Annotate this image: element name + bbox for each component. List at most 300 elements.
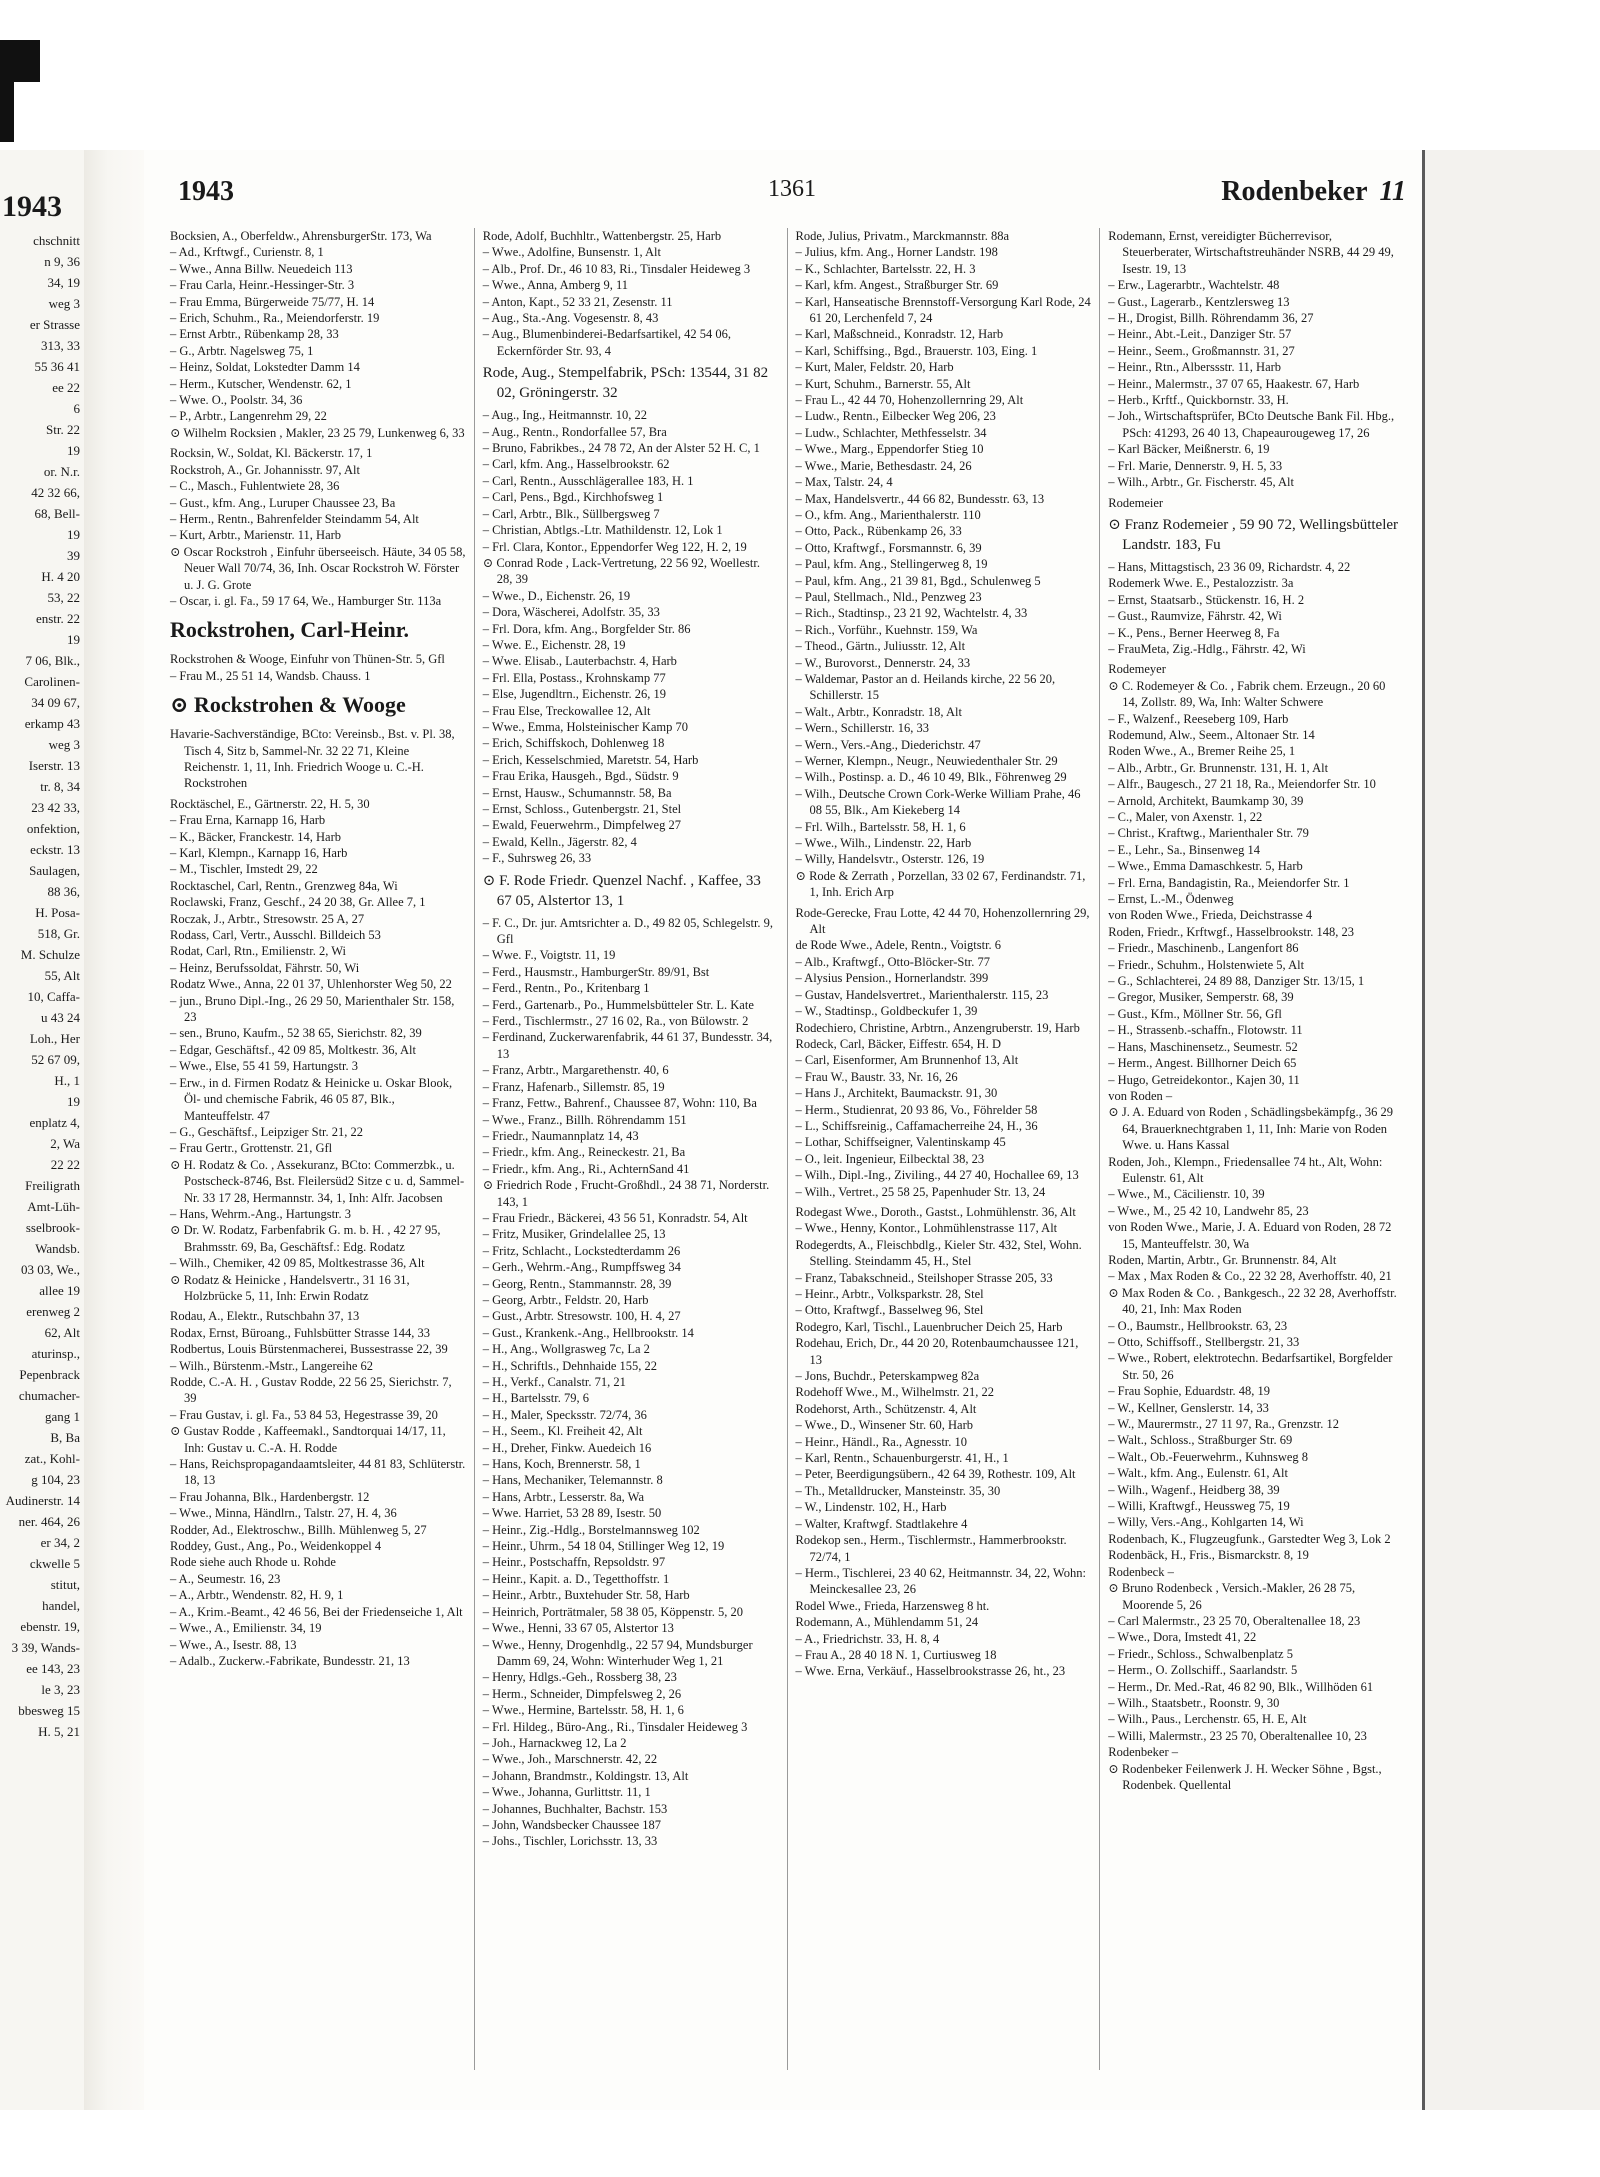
previous-page-fragment: 19 [67,443,80,458]
directory-entry: – Frau Gustav, i. gl. Fa., 53 84 53, Hegestrasse 39, 20 [170,1407,438,1422]
directory-entry: – Gerh., Wehrm.-Ang., Rumpffsweg 34 [482,1260,681,1275]
directory-entry: – Hugo, Getreidekontor., Kajen 30, 11 [1108,1072,1300,1087]
directory-entry: – Wwe., Anna, Amberg 9, 11 [482,278,628,293]
directory-entry: – Max, Handelsvertr., 44 66 82, Bundesstr. 63, 13 [795,491,1045,506]
directory-entry: ⊙ Dr. W. Rodatz, Farbenfabrik G. m. b. H. , 42 27 95, Brahmsstr. 69, Ba, Geschäftsf.: Edg. Rodatz [170,1223,441,1254]
directory-entry: Rodegro, Karl, Tischl., Lauenbrucher Deich 25, Harb [795,1319,1063,1334]
previous-page-fragment: 52 67 09, [31,1052,80,1067]
directory-entry: – O., Baumstr., Hellbrookstr. 63, 23 [1108,1318,1288,1333]
directory-entry: – H., Maler, Specksstr. 72/74, 36 [482,1407,647,1422]
directory-entry: – Heinr., Seem., Großmannstr. 31, 27 [1108,343,1295,358]
directory-entry: – Fritz, Musiker, Grindelallee 25, 13 [482,1227,666,1242]
previous-page-fragment: 6 [73,401,80,416]
directory-entry: – Herm., Angest. Billhorner Deich 65 [1108,1056,1297,1071]
directory-entry: – O., leit. Ingenieur, Eilbecktal 38, 23 [795,1151,985,1166]
directory-entry: – Ernst, Staatsarb., Stückenstr. 16, H. 2 [1108,592,1305,607]
directory-entry: – Aug., Sta.-Ang. Vogesenstr. 8, 43 [482,311,659,326]
directory-entry: ⊙ Wilhelm Rocksien , Makler, 23 25 79, Lunkenweg 6, 33 [170,425,465,440]
directory-entry: – F. C., Dr. jur. Amtsrichter a. D., 49 82 05, Schlegelstr. 9, Gfl [482,915,774,947]
directory-entry: Rocktaschel, Carl, Rentn., Grenzweg 84a, Wi [170,878,398,893]
previous-page-fragment: ee 22 [52,380,80,395]
directory-entry: – Karl Bäcker, Meißnerstr. 6, 19 [1108,442,1270,457]
directory-entry: Rode, Adolf, Buchhltr., Wattenbergstr. 25, Harb [482,229,722,243]
directory-entry: – Gust., Arbtr. Stresowstr. 100, H. 4, 27 [482,1309,681,1324]
directory-entry: – Wwe., Else, 55 41 59, Hartungstr. 3 [170,1059,358,1074]
previous-page-fragment: H. Posa- [35,905,80,920]
directory-entry: Rodder, Ad., Elektroschw., Billh. Mühlenweg 5, 27 [170,1522,427,1537]
directory-entry: – W., Lindenstr. 102, H., Harb [795,1500,947,1515]
scan-corner-mark-top [0,40,40,82]
previous-page-fragment: u 43 24 [41,1010,80,1025]
directory-entry: – Hans, Mittagstisch, 23 36 09, Richardstr. 4, 22 [1108,559,1351,574]
directory-entry: – Jons, Buchdr., Peterskampweg 82a [795,1369,980,1384]
column-4 [1100,228,1412,2070]
previous-page-fragment: 55, Alt [44,968,80,983]
directory-entry: – Frau Sophie, Eduardstr. 48, 19 [1108,1384,1271,1399]
directory-entry: – Ferd., Tischlermstr., 27 16 02, Ra., von Bülowstr. 2 [482,1014,749,1029]
directory-entry: – Wilh., Chemiker, 42 09 85, Moltkestrasse 36, Alt [170,1256,425,1271]
directory-entry: – Friedr., Naumannplatz 14, 43 [482,1128,639,1143]
directory-entry: – Wwe., Henni, 33 67 05, Alstertor 13 [482,1621,674,1636]
directory-entry: Rodemann, A., Mühlendamm 51, 24 [795,1615,979,1630]
previous-page-fragment: Carolinen- [24,674,80,689]
directory-entry: – Aug., Blumenbinderei-Bedarfsartikel, 42 54 06, Eckernförder Str. 93, 4 [482,327,731,358]
directory-entry: – Carl, Pens., Bgd., Kirchhofsweg 1 [482,490,664,505]
directory-entry: – Julius, kfm. Ang., Horner Landstr. 198 [795,245,998,260]
directory-entry: – Frau Friedr., Bäckerei, 43 56 51, Konradstr. 54, Alt [482,1210,748,1225]
directory-entry: – Rich., Stadtinsp., 23 21 92, Wachtelstr. 4, 33 [795,606,1028,621]
previous-page-fragment: 313, 33 [41,338,80,353]
directory-entry: – G., Geschäftsf., Leipziger Str. 21, 22 [170,1124,364,1139]
directory-entry: – Wwe., M., Cäcilienstr. 10, 39 [1108,1187,1265,1202]
directory-entry: de Rode Wwe., Adele, Rentn., Voigtstr. 6 [795,938,1002,953]
running-head-number: 11 [1379,176,1406,207]
directory-entry: ⊙ Gustav Rodde , Kaffeemakl., Sandtorquai 14/17, 11, Inh: Gustav u. C.-A. H. Rodde [170,1424,446,1455]
previous-page-fragment: Audinerstr. 14 [5,1493,80,1508]
directory-entry: – F., Suhrsweg 26, 33 [482,851,592,866]
directory-entry: – L., Schiffsreinig., Caffamacherreihe 24, H., 36 [795,1118,1038,1133]
directory-entry: Rodbertus, Louis Bürstenmacherei, Bussestrasse 22, 39 [170,1342,448,1357]
directory-entry: – Alysius Pension., Hornerlandstr. 399 [795,971,989,986]
directory-entry: – Walt., kfm. Ang., Eulenstr. 61, Alt [1108,1466,1288,1481]
previous-page-fragment: 2, Wa [50,1136,80,1151]
previous-page-fragment: er 34, 2 [40,1535,80,1550]
directory-entry: – Frl. Clara, Kontor., Eppendorfer Weg 122, H. 2, 19 [482,539,747,554]
directory-entry: – Henry, Hdlgs.-Geh., Rossberg 38, 23 [482,1670,677,1685]
directory-entry: ⊙ C. Rodemeyer & Co. , Fabrik chem. Erzeugn., 20 60 14, Zollstr. 89, Wa, Inh: Walter Schwere [1108,678,1386,710]
directory-entry: – Wilh., Paus., Lerchenstr. 65, H. E, Alt [1108,1712,1307,1727]
directory-entry: Rodenbach, K., Flugzeugfunk., Garstedter Weg 3, Lok 2 [1108,1531,1391,1546]
directory-entry: Rockstrohen, Carl-Heinr. [170,617,409,643]
directory-entry: – Friedr., kfm. Ang., Ri., AchternSand 41 [482,1161,690,1176]
directory-entry: – Otto, Pack., Rübenkamp 26, 33 [795,524,962,539]
directory-entry: – Alb., Arbtr., Gr. Brunnenstr. 131, H. 1, Alt [1108,760,1329,775]
directory-entry: – Wwe., Anna Billw. Neuedeich 113 [170,261,353,276]
directory-entry: ⊙ J. A. Eduard von Roden , Schädlingsbekämpfg., 36 29 64, Brauerknechtgraben 1, 11, Inh: Marie von Roden Wwe. u. Hans Kassal [1108,1105,1393,1153]
directory-entry: – Walt., Arbtr., Konradstr. 18, Alt [795,704,962,719]
directory-entry: – Frau Carla, Heinr.-Hessinger-Str. 3 [170,278,355,293]
directory-entry: – H., Bartelsstr. 79, 6 [482,1391,589,1406]
directory-entry: – Hans, Arbtr., Lesserstr. 8a, Wa [482,1489,644,1504]
directory-entry: – Carl, Arbtr., Blk., Süllbergsweg 7 [482,506,660,521]
directory-entry: – Frl. Dora, kfm. Ang., Borgfelder Str. 86 [482,621,691,636]
directory-entry: – Hans J., Architekt, Baumackstr. 91, 30 [795,1086,998,1101]
directory-entry: – Wwe., D., Eichenstr. 26, 19 [482,588,631,603]
directory-entry: Roddey, Gust., Ang., Po., Weidenkoppel 4 [170,1539,382,1554]
directory-entry: – W., Maurermstr., 27 11 97, Ra., Grenzstr. 12 [1108,1417,1340,1432]
directory-entry: – Ferd., Rentn., Po., Kritenbarg 1 [482,981,650,996]
previous-page-fragment: allee 19 [39,1283,80,1298]
directory-entry: – Karl, Schiffsing., Bgd., Brauerstr. 103, Eing. 1 [795,343,1038,358]
directory-entry: ⊙ Rodatz & Heinicke , Handelsvertr., 31 16 31, Holzbrücke 5, 11, Inh: Erwin Rodatz [170,1272,410,1303]
directory-entry: Rocksin, W., Soldat, Kl. Bäckerstr. 17, 1 [170,446,373,461]
directory-entry: – Wwe., Adolfine, Bunsenstr. 1, Alt [482,245,661,260]
directory-entry: – Erw., in d. Firmen Rodatz & Heinicke u. Oskar Blook, Öl- und chemische Fabrik, 46 05 87, Blk., Manteuffelstr. 47 [170,1075,453,1123]
directory-entry: – W., Burovorst., Dennerstr. 24, 33 [795,655,971,670]
directory-entry: – Joh., Wirtschaftsprüfer, BCto Deutsche Bank Fil. Hbg., PSch: 41293, 26 40 13, Chapeaurougeweg 17, 26 [1108,409,1395,440]
previous-page-fragment: sselbrook- [25,1220,80,1235]
directory-entry: Rode siehe auch Rhode u. Rohde [170,1555,336,1570]
directory-entry: – C., Masch., Fuhlentwiete 28, 36 [170,479,340,494]
directory-entry: – A., Krim.-Beamt., 42 46 56, Bei der Friedenseiche 1, Alt [170,1604,463,1619]
directory-entry: – Karl, Klempn., Karnapp 16, Harb [170,846,348,860]
directory-entry: Rodemerk Wwe. E., Pestalozzistr. 3a [1108,576,1294,591]
directory-entry: – Herm., Rentn., Bahrenfelder Steindamm 54, Alt [170,511,419,526]
directory-entry: – Erich, Schiffskoch, Dohlenweg 18 [482,736,665,751]
directory-entry: – Wwe., Henny, Drogenhdlg., 22 57 94, Mundsburger Damm 69, 24, Wohn: Winterhuder Weg 1, 21 [482,1637,753,1668]
previous-page-fragment: enplatz 4, [29,1115,80,1130]
directory-entry: – A., Arbtr., Wendenstr. 82, H. 9, 1 [170,1588,344,1603]
directory-entry: – Franz, Fettw., Bahrenf., Chaussee 87, Wohn: 110, Ba [482,1096,757,1111]
directory-entry: – G., Arbtr. Nagelsweg 75, 1 [170,343,314,358]
directory-entry: – Karl, Rentn., Schauenburgerstr. 41, H., 1 [795,1451,1009,1466]
directory-entry: – Otto, Kraftwgf., Forsmannstr. 6, 39 [795,540,982,555]
previous-page-fragment: Saulagen, [29,863,80,878]
directory-entry: – E., Lehr., Sa., Binsenweg 14 [1108,842,1260,857]
directory-entry: – Wwe. O., Poolstr. 34, 36 [170,393,303,408]
directory-entry: – Willi, Kraftwgf., Heussweg 75, 19 [1108,1499,1290,1514]
directory-entry: – Werner, Klempn., Neugr., Neuwiedenthaler Str. 29 [795,754,1058,768]
directory-entry: – Ernst, L.-M., Ödenweg [1108,892,1234,907]
previous-page-fragment: 19 [67,632,80,647]
directory-entry: Rodemann, Ernst, vereidigter Bücherrevisor, Steuerberater, Wirtschaftstreuhänder NSRB, 44 29 49, Isestr. 19, 13 [1108,229,1394,276]
directory-entry: – Gregor, Musiker, Semperstr. 68, 39 [1108,990,1294,1005]
header-year: 1943 [178,176,234,207]
directory-entry: – Kurt, Arbtr., Marienstr. 11, Harb [170,528,342,543]
directory-entry: – Friedr., kfm. Ang., Reineckestr. 21, Ba [482,1145,686,1160]
directory-entry: Roden, Joh., Klempn., Friedensallee 74 ht., Alt, Wohn: Eulenstr. 61, Alt [1108,1154,1383,1185]
directory-entry: Bocksien, A., Oberfeldw., AhrensburgerStr. 173, Wa [170,229,432,243]
directory-entry: Havarie-Sachverständige, BCto: Vereinsb., Bst. v. Pl. 38, Tisch 4, Sitz b, Sammel-Nr. 32 22 71, Kleine Reichenstr. 1, 11, Inh. Friedrich Wooge u. C.-H. Rockstrohen [170,727,455,791]
directory-entry: – Carl, kfm. Ang., Hasselbrookstr. 62 [482,457,670,472]
directory-entry: – Georg, Arbtr., Feldstr. 20, Harb [482,1292,649,1307]
directory-entry: – Paul, kfm. Ang., 21 39 81, Bgd., Schulenweg 5 [795,573,1041,588]
directory-entry: – Frl. Wilh., Bartelsstr. 58, H. 1, 6 [795,819,966,834]
directory-entry: Roden, Martin, Arbtr., Gr. Brunnenstr. 84, Alt [1108,1252,1337,1267]
directory-entry: – Heinrich, Porträtmaler, 58 38 05, Köppenstr. 5, 20 [482,1604,743,1619]
directory-entry: – Hans, Reichspropagandaamtsleiter, 44 81 83, Schlüterstr. 18, 13 [170,1457,466,1488]
book-gutter [84,150,144,2110]
directory-entry: Rockstrohen & Wooge, Einfuhr von Thünen-Str. 5, Gfl [170,652,445,667]
directory-entry: – Max , Max Roden & Co., 22 32 28, Averhoffstr. 40, 21 [1108,1269,1392,1284]
directory-entry: – Aug., Rentn., Rondorfallee 57, Bra [482,424,667,439]
directory-entry: ⊙ Oscar Rockstroh , Einfuhr überseeisch. Häute, 34 05 58, Neuer Wall 70/74, 36, Inh. Oscar Rockstroh W. Förster u. J. G. Grote [170,544,466,592]
directory-entry: Rodde, C.-A. H. , Gustav Rodde, 22 56 25, Sierichstr. 7, 39 [170,1375,452,1406]
directory-entry: – Christ., Kraftwg., Marienthaler Str. 79 [1108,826,1309,841]
directory-entry: – Christian, Abtlgs.-Ltr. Mathildenstr. 12, Lok 1 [482,523,723,538]
directory-entry: – Heinr., Zig.-Hdlg., Borstelmannsweg 102 [482,1522,700,1537]
directory-entry: – Ernst, Hausw., Schumannstr. 58, Ba [482,785,672,800]
previous-page-fragment: 62, Alt [44,1325,80,1340]
directory-entry: Rodenbeker – [1108,1745,1179,1760]
directory-entry: Rodatz Wwe., Anna, 22 01 37, Uhlenhorster Weg 50, 22 [170,977,452,992]
directory-entry: Rodass, Carl, Vertr., Ausschl. Billdeich 53 [170,928,381,943]
directory-entry: – Herm., Kutscher, Wendenstr. 62, 1 [170,376,352,391]
directory-entry: ⊙ Franz Rodemeier , 59 90 72, Wellingsbütteler Landstr. 183, Fu [1108,516,1399,553]
directory-entry: – H., Strassenb.-schaffn., Flotowstr. 11 [1108,1023,1303,1038]
directory-entry: – Friedr., Schuhm., Holstenwiete 5, Alt [1108,957,1305,972]
directory-entry: Rodegerdts, A., Fleischbdlg., Kieler Str. 432, Stel, Wohn. Stelling. Steindamm 45, H., Stel [795,1237,1082,1269]
directory-entry: – Erw., Lagerarbtr., Wachtelstr. 48 [1108,278,1280,293]
directory-entry: ⊙ Rockstrohen & Wooge [170,692,406,718]
previous-page-fragment: ner. 464, 26 [18,1514,80,1529]
directory-entry: – Johannes, Buchhalter, Bachstr. 153 [482,1801,668,1816]
directory-entry: – Wern., Schillerstr. 16, 33 [795,721,929,736]
directory-entry: – Fritz, Schlacht., Lockstedterdamm 26 [482,1243,681,1258]
directory-entry: – Wwe., A., Emilienstr. 34, 19 [170,1621,322,1636]
column-1 [162,228,475,2070]
directory-entry: – Ernst, Schloss., Gutenbergstr. 21, Stel [482,802,682,816]
directory-entry: – Alfr., Baugesch., 27 21 18, Ra., Meiendorfer Str. 10 [1108,777,1376,792]
previous-page-fragment: B, Ba [50,1430,80,1445]
directory-entry: Rodel Wwe., Frieda, Harzensweg 8 ht. [795,1598,990,1613]
directory-entry: Rodeck, Carl, Bäcker, Eiffestr. 654, H. D [795,1036,1001,1051]
directory-entry: Roden, Friedr., Krftwgf., Hasselbrookstr. 148, 23 [1108,924,1355,939]
page-header [178,176,1406,216]
directory-entry: ⊙ Max Roden & Co. , Bankgesch., 22 32 28, Averhoffstr. 40, 21, Inh: Max Roden [1108,1285,1397,1317]
directory-entry: – Herm., Dr. Med.-Rat, 46 82 90, Blk., Willhöden 61 [1108,1679,1374,1694]
directory-entry: – Ewald, Feuerwehrm., Dimpfelweg 27 [482,818,681,833]
directory-entry: – Wwe. E., Eichenstr. 28, 19 [482,637,626,652]
directory-entry: – Wwe., Joh., Marschnerstr. 42, 22 [482,1752,658,1767]
directory-entry: – Heinr., Arbtr., Buxtehuder Str. 58, Harb [482,1588,690,1603]
directory-entry: – sen., Bruno, Kaufm., 52 38 65, Sierichstr. 82, 39 [170,1026,422,1041]
previous-page-fragment: 19 [67,1094,80,1109]
directory-entry: – Ernst Arbtr., Rübenkamp 28, 33 [170,327,339,342]
directory-entry: – Wilh., Staatsbetr., Roonstr. 9, 30 [1108,1695,1280,1710]
previous-page-fragments [0,230,80,1742]
previous-page-fragment: Str. 22 [46,422,80,437]
directory-entry: – P., Arbtr., Langenrehm 29, 22 [170,409,327,424]
directory-entry: – Wwe. Erna, Verkäuf., Hasselbrookstrasse 26, ht., 23 [795,1664,1066,1679]
directory-entry: – Heinz, Berufssoldat, Fährstr. 50, Wi [170,960,360,975]
previous-page-fragment: gang 1 [44,1409,80,1424]
directory-entry: Roden Wwe., A., Bremer Reihe 25, 1 [1108,744,1296,759]
directory-entry: ⊙ Rodenbeker Feilenwerk J. H. Wecker Söhne , Bgst., Rodenbek. Quellental [1108,1761,1382,1792]
directory-entry: ⊙ H. Rodatz & Co. , Assekuranz, BCto: Commerzbk., u. Postscheck-8746, Bst. Fleilersüd2 Sitze c u. d, Sammel-Nr. 33 17 28, Hermannstr. 34, 1, Inh: Alfr. Jacobsen [170,1157,465,1205]
previous-page-fragment: 39 [67,548,80,563]
directory-entry: – Wwe., Henny, Kontor., Lohmühlenstrasse 117, Alt [795,1221,1058,1236]
previous-page-fragment: 22 22 [50,1157,80,1172]
directory-entry: – Frau Johanna, Blk., Hardenbergstr. 12 [170,1489,370,1504]
directory-entry: – Wern., Vers.-Ang., Diederichstr. 47 [795,737,981,752]
directory-entry: – Otto, Kraftwgf., Basselweg 96, Stel [795,1303,984,1318]
directory-entry: – Erich, Kesselschmied, Maretstr. 54, Harb [482,752,699,767]
directory-entry: – Carl Malermstr., 23 25 70, Oberaltenallee 18, 23 [1108,1613,1361,1628]
previous-page-fragment: chumacher- [18,1388,80,1403]
directory-entry: – Frau Emma, Bürgerweide 75/77, H. 14 [170,294,375,309]
directory-entry: Rodemund, Alw., Seem., Altonaer Str. 14 [1108,727,1315,742]
directory-entry: – Frau Erika, Hausgeh., Bgd., Südstr. 9 [482,769,679,784]
directory-entry: – Frau A., 28 40 18 N. 1, Curtiusweg 18 [795,1647,997,1662]
directory-entry: – Gustav, Handelsvertret., Marienthalerstr. 115, 23 [795,987,1049,1002]
directory-entry: – Franz, Arbtr., Margarethenstr. 40, 6 [482,1063,669,1078]
directory-entry: – Lothar, Schiffseigner, Valentinskamp 45 [795,1135,1006,1150]
directory-entry: – Frl. Ella, Postass., Krohnskamp 77 [482,670,666,685]
directory-entry: – H., Drogist, Billh. Röhrendamm 36, 27 [1108,311,1314,326]
previous-page-fragment: 19 [67,527,80,542]
directory-entry: von Roden Wwe., Marie, J. A. Eduard von Roden, 28 72 15, Manteuffelstr. 30, Wa [1108,1220,1392,1251]
directory-entry: – Wwe., Dora, Imstedt 41, 22 [1108,1630,1257,1645]
directory-entry: – H., Schriftls., Dehnhaide 155, 22 [482,1358,658,1373]
directory-entry: – Heinr., Händl., Ra., Agnesstr. 10 [795,1434,968,1449]
directory-entry: – Wwe., D., Winsener Str. 60, Harb [795,1418,973,1433]
directory-entry: – Willi, Malermstr., 23 25 70, Oberaltenallee 10, 23 [1108,1728,1367,1743]
directory-entry: – Franz, Hafenarb., Sillemstr. 85, 19 [482,1079,665,1094]
previous-page-fragment: or. N.r. [43,464,80,479]
directory-entry: – Heinr., Malermstr., 37 07 65, Haakestr. 67, Harb [1108,376,1360,391]
previous-page-fragment: aturinsp., [31,1346,80,1361]
directory-entry: – Erich, Schuhm., Ra., Meiendorferstr. 19 [170,311,380,326]
directory-entry: – Wwe. F., Voigtstr. 11, 19 [482,948,616,963]
previous-page-fragment: ebenstr. 19, [20,1619,80,1634]
directory-entry: – Gust., kfm. Ang., Luruper Chaussee 23, Ba [170,495,396,510]
directory-entry: – Edgar, Geschäftsf., 42 09 85, Moltkestr. 36, Alt [170,1042,416,1057]
directory-entry: – Ferdinand, Zuckerwarenfabrik, 44 61 37, Bundesstr. 34, 13 [482,1030,773,1061]
previous-page-fragment: n 9, 36 [44,254,80,269]
previous-page-fragment: ee 143, 23 [26,1661,80,1676]
directory-entry: – Frau Erna, Karnapp 16, Harb [170,813,326,828]
previous-page-year: 1943 [2,190,62,223]
directory-entry: – Kurt, Schuhm., Barnerstr. 55, Alt [795,376,971,391]
directory-entry: – Heinr., Rtn., Alberssstr. 11, Harb [1108,360,1282,375]
directory-entry: – Paul, Stellmach., Nld., Penzweg 23 [795,589,982,604]
directory-entry: – Arnold, Architekt, Baumkamp 30, 39 [1108,793,1304,808]
previous-page-fragment: 34, 19 [47,275,80,290]
directory-entry: – H., Dreher, Finkw. Auedeich 16 [482,1440,652,1455]
previous-page-sliver [0,150,84,2110]
directory-entry: – Heinr., Arbtr., Volksparkstr. 28, Stel [795,1287,984,1301]
directory-entry: – Waldemar, Pastor an d. Heilands kirche, 22 56 20, Schillerstr. 15 [795,671,1056,703]
directory-entry: – Alb., Prof. Dr., 46 10 83, Ri., Tinsdaler Heideweg 3 [482,261,751,276]
directory-entry: – Wilh., Vertret., 25 58 25, Papenhuder Str. 13, 24 [795,1184,1046,1199]
directory-entry: Roczak, J., Arbtr., Stresowstr. 25 A, 27 [170,911,365,926]
previous-page-fragment: stitut, [50,1577,80,1592]
directory-entry: – Hans, Wehrm.-Ang., Hartungstr. 3 [170,1206,352,1221]
directory-entry: – Heinr., Abt.-Leit., Danziger Str. 57 [1108,327,1292,342]
directory-entry: – Frau Gertr., Grottenstr. 21, Gfl [170,1141,333,1156]
previous-page-fragment: 68, Bell- [34,506,80,521]
directory-entry: Rockstroh, A., Gr. Johannisstr. 97, Alt [170,462,360,477]
directory-entry: – A., Seumestr. 16, 23 [170,1571,281,1586]
directory-entry: – Aug., Ing., Heitmannstr. 10, 22 [482,408,647,423]
directory-entry: – H., Verkf., Canalstr. 71, 21 [482,1375,626,1389]
previous-page-fragment: 55 36 41 [34,359,80,374]
previous-page-fragment: zat., Kohl- [24,1451,80,1466]
directory-entry: ⊙ Bruno Rodenbeck , Versich.-Makler, 26 28 75, Moorende 5, 26 [1108,1581,1356,1612]
directory-entry: – Anton, Kapt., 52 33 21, Zesenstr. 11 [482,294,673,309]
previous-page-fragment: Amt-Lüh- [27,1199,80,1214]
directory-entry: Rodau, A., Elektr., Rutschbahn 37, 13 [170,1309,360,1324]
directory-entry: Rode, Julius, Privatm., Marckmannstr. 88a [795,229,1010,243]
directory-entry: – Wilh., Deutsche Crown Cork-Werke William Prahe, 46 08 55, Blk., Am Kiekeberg 14 [795,786,1081,818]
directory-entry: – Carl, Eisenformer, Am Brunnenhof 13, Alt [795,1053,1019,1068]
directory-entry: – Ludw., Rentn., Eilbecker Weg 206, 23 [795,409,996,424]
directory-entry: – Wilh., Wagenf., Heidberg 38, 39 [1108,1482,1280,1497]
previous-page-fragment: erkamp 43 [24,716,80,731]
directory-entry: – Herm., O. Zollschiff., Saarlandstr. 5 [1108,1663,1298,1678]
previous-page-fragment: Freiligrath [25,1178,80,1193]
previous-page-fragment: g 104, 23 [31,1472,80,1487]
directory-entry: – Willy, Vers.-Ang., Kohlgarten 14, Wi [1108,1515,1304,1530]
directory-entry: ⊙ Rode & Zerrath , Porzellan, 33 02 67, Ferdinandstr. 71, 1, Inh. Erich Arp [795,868,1086,900]
directory-entry: Rodehoff Wwe., M., Wilhelmstr. 21, 22 [795,1385,994,1400]
page-margin-right [1425,150,1600,2110]
directory-entry: – M., Tischler, Imstedt 29, 22 [170,862,318,877]
previous-page-fragment: 34 09 67, [31,695,80,710]
previous-page-fragment: Pepenbrack [19,1367,80,1382]
previous-page-fragment: 53, 22 [47,590,80,605]
directory-entry: – Johs., Tischler, Lorichsstr. 13, 33 [482,1834,658,1849]
directory-entry: – Heinr., Postschaffn, Repsoldstr. 97 [482,1555,666,1570]
directory-entry: – Dora, Wäscherei, Adolfstr. 35, 33 [482,605,660,620]
directory-entry: – Karl, Maßschneid., Konradstr. 12, Harb [795,327,1004,342]
directory-entry: – Gust., Krankenk.-Ang., Hellbrookstr. 14 [482,1325,694,1340]
directory-entry: – Ferd., Hausmstr., HamburgerStr. 89/91, Bst [482,964,710,979]
directory-entry: – W., Kellner, Genslerstr. 14, 33 [1108,1400,1269,1415]
previous-page-fragment: 88 36, [47,884,80,899]
directory-entry: – Wwe., A., Isestr. 88, 13 [170,1637,297,1652]
directory-entry: – Ad., Krftwgf., Curienstr. 8, 1 [170,245,324,260]
directory-entry: – Walt., Ob.-Feuerwehrm., Kuhnsweg 8 [1108,1449,1309,1464]
directory-entry: – Gust., Kfm., Möllner Str. 56, Gfl [1108,1006,1282,1021]
directory-entry: – Wwe., Robert, elektrotechn. Bedarfsartikel, Borgfelder Str. 50, 26 [1108,1351,1393,1382]
directory-entry: Rode-Gerecke, Frau Lotte, 42 44 70, Hohenzollernring 29, Alt [795,905,1090,937]
directory-entry: ⊙ Conrad Rode , Lack-Vertretung, 22 56 92, Woellestr. 28, 39 [482,555,760,587]
previous-page-fragment: M. Schulze [20,947,80,962]
directory-entry: – Wwe., Hermine, Bartelsstr. 58, H. 1, 6 [482,1703,684,1718]
previous-page-fragment: H. 5, 21 [38,1724,80,1739]
directory-entry: – Adalb., Zuckerw.-Fabrikate, Bundesstr. 21, 13 [170,1653,410,1668]
page-number: 1361 [768,176,816,202]
directory-entry: – Friedr., Maschinenb., Langenfort 86 [1108,941,1299,956]
previous-page-fragment: Wandsb. [35,1241,80,1256]
previous-page-fragment: H. 4 20 [41,569,80,584]
directory-entry: – O., kfm. Ang., Marienthalerstr. 110 [795,507,981,522]
previous-page-fragment: 03 03, We., [20,1262,80,1277]
directory-entry: – H., Seem., Kl. Freiheit 42, Alt [482,1424,643,1439]
directory-entry: – Bruno, Fabrikbes., 24 78 72, An der Alster 52 H. C, 1 [482,441,760,456]
directory-entry: Rodenbeck – [1108,1564,1174,1579]
previous-page-fragment: handel, [42,1598,80,1613]
previous-page-fragment: tr. 8, 34 [40,779,80,794]
directory-entry: – Heinr., Kapit. a. D., Tegetthoffstr. 1 [482,1571,670,1586]
previous-page-fragment: weg 3 [48,296,80,311]
directory-entry: – Carl, Rentn., Ausschlägerallee 183, H. 1 [482,473,694,488]
directory-entry: – Heinz, Soldat, Lokstedter Damm 14 [170,360,360,375]
directory-entry: – Johann, Brandmstr., Koldingstr. 13, Alt [482,1768,689,1783]
directory-entry: Rodemeier [1108,495,1164,510]
